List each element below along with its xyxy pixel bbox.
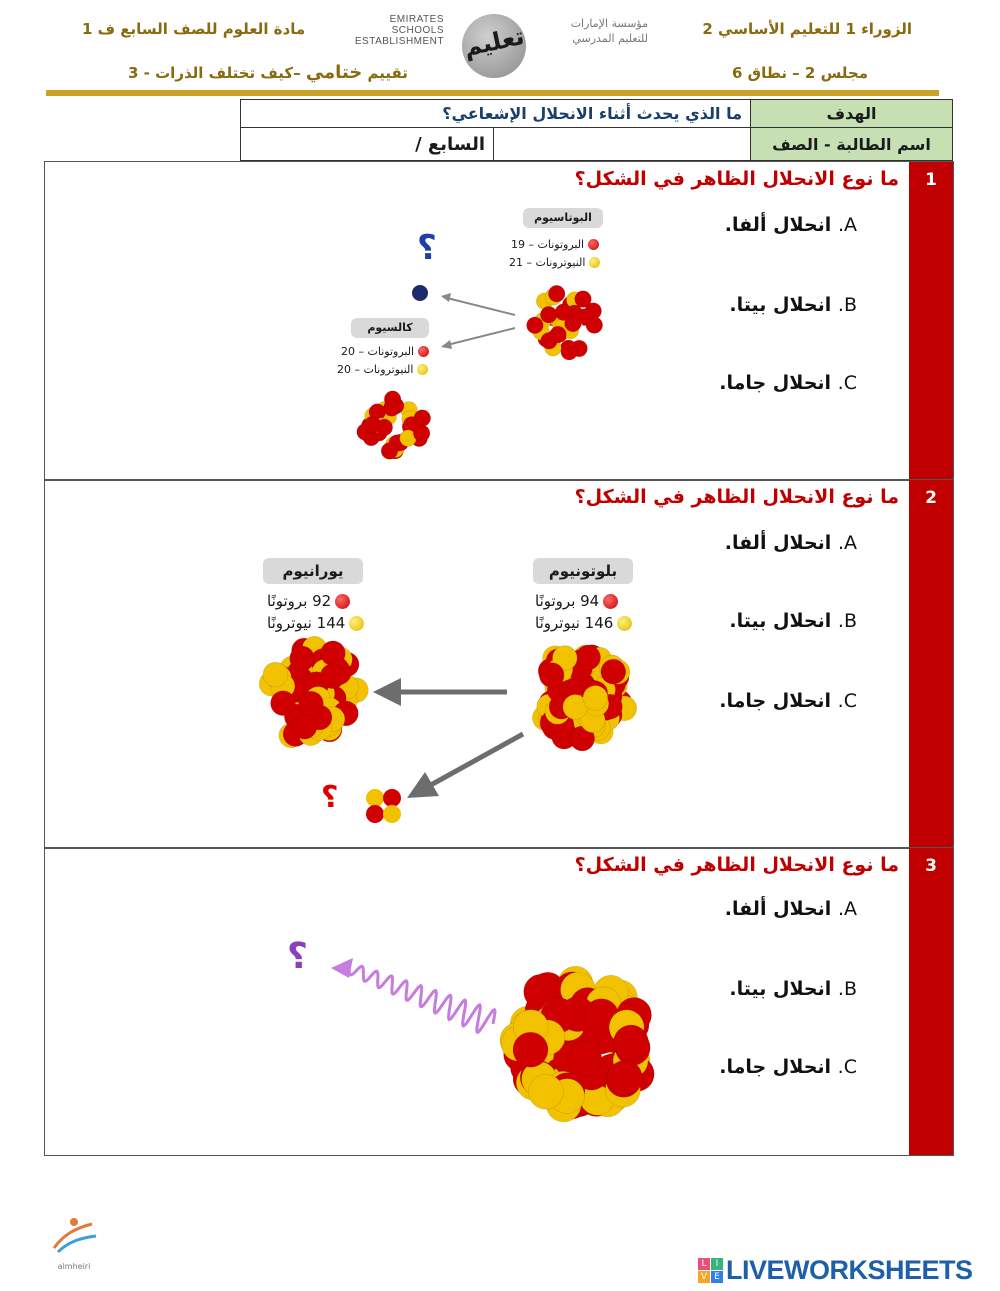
gamma-ray-wave (349, 966, 495, 1032)
liveworksheets-logo[interactable] (698, 1255, 973, 1286)
nucleon (414, 410, 431, 427)
nucleon (320, 664, 345, 689)
brand-tiles: L I V E (698, 1258, 723, 1283)
question-text: ما نوع الانحلال الظاهر في الشكل؟ (574, 486, 899, 508)
unknown-ray-qmark: ؟ (287, 936, 308, 977)
option-a[interactable]: A. انحلال ألفا. (724, 898, 857, 920)
daughter-protons: البروتونات – 20 (341, 345, 429, 358)
question-number: 2 (909, 480, 953, 848)
taleem-logo-text: تعليم (461, 21, 527, 63)
nucleon (290, 646, 315, 671)
class-value: السابع / (241, 128, 494, 161)
parent-neutrons: 146 نيوترونًا (535, 614, 632, 632)
daughter-neutrons: 144 نيوترونًا (267, 614, 364, 632)
parent-protons: 94 بروتونًا (535, 592, 618, 610)
ese-ar-line2: للتعليم المدرسي (572, 32, 648, 45)
daughter-name-label: يورانيوم (263, 558, 363, 584)
nucleon (561, 343, 578, 360)
daughter-neutrons: النيوترونات – 20 (337, 363, 428, 376)
nucleon (381, 443, 398, 460)
nucleon (413, 425, 430, 442)
assessment-bold: ختامي (305, 62, 363, 83)
option-c[interactable]: C. انحلال جاما. (719, 1056, 857, 1078)
arrowhead (441, 340, 452, 349)
nucleon (601, 659, 626, 684)
option-c[interactable]: C. انحلال جاما. (719, 372, 857, 394)
emitted-particle (412, 285, 428, 301)
plutonium-nucleus (532, 645, 636, 751)
question-1 (44, 161, 954, 481)
parent-protons: البروتونات – 19 (511, 238, 599, 251)
option-a[interactable]: A. انحلال ألفا. (724, 214, 857, 236)
school-name: الزوراء 1 للتعليم الأساسي 2 (702, 20, 912, 38)
question-text: ما نوع الانحلال الظاهر في الشكل؟ (574, 168, 899, 190)
author-logo-icon (46, 1214, 102, 1258)
arrow-to-particle (429, 734, 523, 786)
assessment-suffix: –كيف تختلف الذرات - 3 (128, 64, 306, 82)
nucleon (263, 662, 288, 687)
question-number: 3 (909, 848, 953, 1155)
question-number: 1 (909, 162, 953, 480)
nucleon (513, 1032, 548, 1067)
unknown-particle-qmark: ؟ (417, 228, 437, 268)
goal-label: الهدف (751, 100, 953, 128)
brand-text: LIVEWORKSHEETS (726, 1255, 973, 1285)
nucleon (292, 714, 317, 739)
daughter-protons: 92 بروتونًا (267, 592, 350, 610)
student-label: اسم الطالبة - الصف (751, 128, 953, 161)
nucleon (383, 400, 400, 417)
student-name-field[interactable] (494, 128, 751, 161)
nucleon (586, 317, 603, 334)
question-text: ما نوع الانحلال الظاهر في الشكل؟ (574, 854, 899, 876)
info-table (240, 99, 953, 161)
nucleon (539, 663, 564, 688)
potassium-nucleus (527, 285, 603, 360)
uranium-nucleus (259, 636, 368, 748)
taleem-logo (462, 14, 526, 78)
nucleon (614, 1025, 649, 1060)
ese-en-line1: EMIRATES SCHOOLS (389, 14, 444, 36)
ese-arabic-logo (548, 16, 648, 46)
author-logo-text: almheiri (57, 1262, 91, 1271)
arrowhead (373, 678, 401, 706)
author-logo (46, 1214, 102, 1274)
option-c[interactable]: C. انحلال جاما. (719, 690, 857, 712)
option-b[interactable]: B. انحلال بيتا. (729, 294, 857, 316)
council-name: مجلس 2 – نطاق 6 (732, 64, 868, 82)
nucleon (528, 1074, 563, 1109)
nucleon (376, 419, 393, 436)
parent-neutrons: النيوترونات – 21 (509, 256, 600, 269)
figure-2-diagram (45, 480, 953, 848)
daughter-name-label: كالسيوم (351, 318, 429, 338)
nucleon (299, 691, 324, 716)
unknown-particle-qmark: ؟ (321, 780, 339, 815)
parent-name-label: البوتاسيوم (523, 208, 603, 228)
nucleon (565, 315, 582, 332)
arrow-to-daughter (443, 328, 515, 346)
ese-english-logo (348, 14, 444, 47)
arrow-to-particle (443, 297, 515, 315)
question-2 (44, 479, 954, 849)
assessment-prefix: تقييم (362, 64, 408, 82)
nucleon (540, 306, 557, 323)
calcium-nucleus (357, 391, 431, 459)
nucleon (575, 291, 592, 308)
nucleon (567, 1042, 602, 1077)
option-b[interactable]: B. انحلال بيتا. (729, 610, 857, 632)
nucleon (550, 326, 567, 343)
question-3 (44, 847, 954, 1156)
figure-3-diagram (45, 848, 953, 1155)
subject-title: مادة العلوم للصف السابع ف 1 (82, 20, 306, 38)
nucleon (527, 317, 544, 334)
option-b[interactable]: B. انحلال بيتا. (729, 978, 857, 1000)
nucleon (608, 1060, 643, 1095)
option-a[interactable]: A. انحلال ألفا. (724, 532, 857, 554)
nucleon (576, 645, 601, 670)
parent-name-label: بلوتونيوم (533, 558, 633, 584)
nucleon (548, 285, 565, 302)
ese-en-line2: ESTABLISHMENT (354, 36, 444, 47)
excited-nucleus (500, 966, 654, 1122)
assessment-title (128, 62, 408, 83)
header-divider (46, 90, 939, 96)
arrowhead (441, 293, 451, 302)
nucleon (271, 691, 296, 716)
ese-ar-line1: مؤسسة الإمارات (570, 17, 648, 30)
goal-value: ما الذي يحدث أثناء الانحلال الإشعاعي؟ (241, 100, 751, 128)
alpha-particle (366, 789, 401, 823)
nucleon (583, 686, 608, 711)
figure-1-diagram (45, 162, 953, 480)
